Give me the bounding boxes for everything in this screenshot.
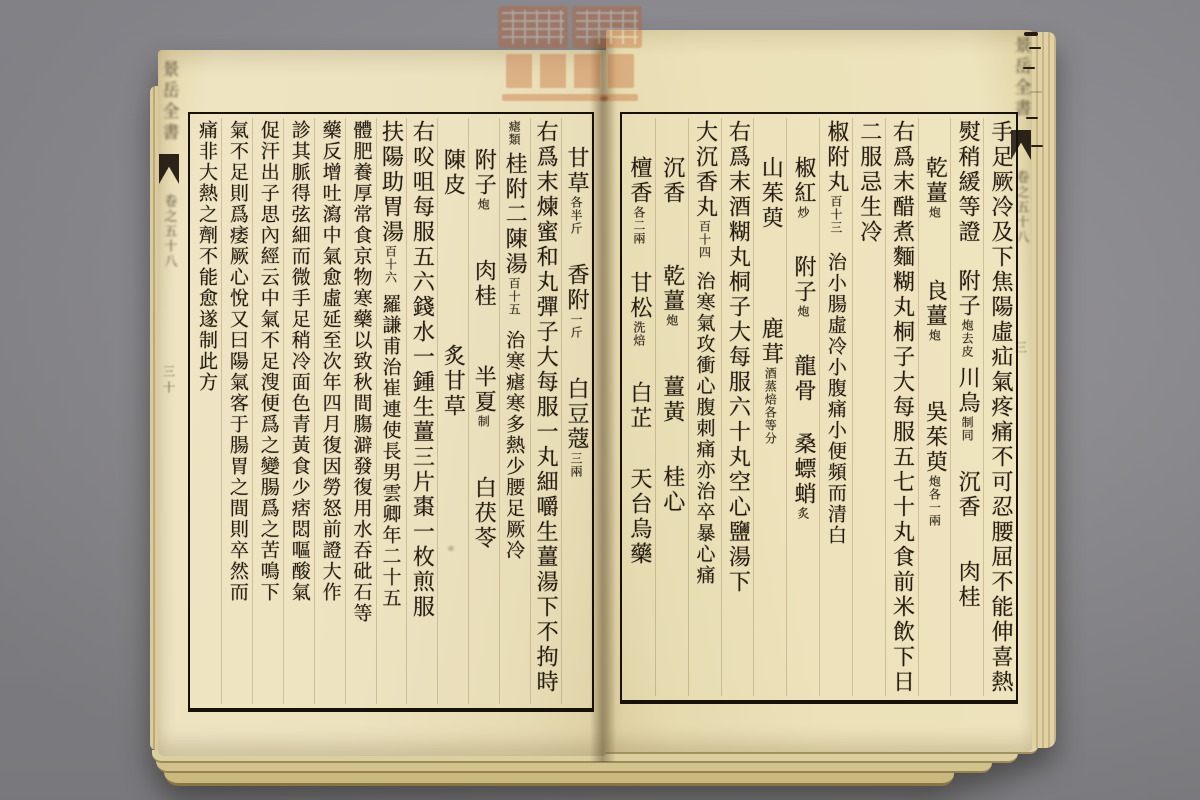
watermark-seal-grid	[502, 10, 564, 44]
text-run: 甘草	[564, 146, 589, 196]
text-run: 炒	[796, 206, 811, 219]
text-column	[655, 118, 688, 696]
text-run: 川烏	[955, 366, 981, 416]
text-run: 山茱萸	[758, 156, 784, 231]
text-run: 椒紅	[791, 156, 817, 206]
text-run: 百十四	[697, 220, 712, 259]
text-column	[468, 118, 499, 704]
text-run: 薑黃	[659, 375, 685, 425]
text-run: 治小腸虛冷小腹痛小便頻而清白	[824, 252, 847, 546]
text-column	[561, 118, 592, 704]
text-run: 炮	[927, 329, 942, 342]
text-run: 肉桂	[471, 259, 497, 309]
text-run: 羅謙甫治崔連使長男雲卿年二十五	[379, 294, 402, 609]
text-run: 百十三	[828, 195, 843, 234]
fishtail-mark-icon	[159, 154, 179, 184]
ink-smudge	[448, 546, 454, 551]
text-run: 桂附二陳湯	[502, 152, 528, 277]
text-run: 各半斤	[569, 196, 583, 235]
text-column	[819, 118, 852, 696]
text-run: 甘松	[626, 271, 652, 321]
text-run: 炮	[664, 314, 679, 327]
text-run: 良薑	[922, 279, 948, 329]
text-run: 手足厥冷及下焦陽虛疝氣疼痛不可忍腰屈不能伸喜熱	[988, 120, 1013, 695]
text-run: 診其脈得弦細而微手足稍冷面色青黃食少痞悶嘔酸氣	[288, 120, 311, 603]
text-run: 肉桂	[955, 560, 981, 610]
text-run: 一斤	[569, 313, 583, 339]
text-column	[852, 118, 885, 696]
text-column	[983, 118, 1016, 696]
text-run: 酒蒸焙各等分	[763, 367, 778, 445]
text-column	[885, 118, 918, 696]
text-run: 右㕮咀每服五六錢水一鍾生薑三片棗一枚煎服	[409, 120, 435, 620]
text-column	[786, 118, 819, 696]
text-run: 氣不足則爲痿厥心悅又曰陽氣客于腸胃之間則卒然而	[226, 120, 249, 603]
text-run: 瘧類	[507, 120, 522, 146]
text-run: 沉香	[955, 470, 981, 520]
text-run: 附子	[791, 255, 817, 305]
text-run: 白茯苓	[471, 476, 497, 551]
text-run: 沉香	[659, 156, 685, 206]
text-column	[345, 118, 376, 704]
book-title-fold: 景岳全書	[158, 60, 179, 144]
left-fold-strip	[154, 60, 184, 700]
text-block-right	[620, 112, 1018, 704]
text-run: 桑螵蛸	[791, 432, 817, 507]
text-column	[530, 118, 561, 704]
text-run: 百十六	[383, 245, 398, 284]
text-column	[221, 118, 252, 704]
watermark-stamp	[492, 6, 648, 102]
text-column	[622, 118, 655, 696]
text-column	[721, 118, 754, 696]
text-run: 洗焙	[631, 321, 646, 347]
watermark-seal	[572, 6, 642, 48]
text-run: 百十五	[507, 277, 522, 316]
text-column	[499, 118, 530, 704]
volume-label: 卷之五十八	[161, 194, 177, 269]
text-column	[376, 118, 407, 704]
text-column	[252, 118, 283, 704]
book	[148, 26, 1060, 778]
text-column	[283, 118, 314, 704]
text-column	[688, 118, 721, 696]
text-run: 三兩	[569, 452, 583, 478]
text-column	[314, 118, 345, 704]
folio-number: 三十	[161, 365, 176, 397]
text-column	[950, 118, 983, 696]
volume-label: 卷之五十八	[1013, 170, 1029, 245]
text-run: 白芷	[626, 381, 652, 431]
text-run: 治寒瘧寒多熱少腰足厥冷	[503, 330, 526, 561]
text-run: 天台烏藥	[626, 467, 652, 567]
watermark-glyphs	[506, 54, 634, 88]
folio-number: 三	[1013, 341, 1028, 357]
text-run: 椒附丸	[823, 120, 849, 195]
text-column	[918, 118, 951, 696]
text-run: 炮去皮	[960, 319, 975, 358]
text-run: 各二兩	[631, 206, 646, 245]
text-run: 龍骨	[791, 354, 817, 404]
text-column	[190, 118, 221, 704]
text-run: 右爲末酒糊丸桐子大每服六十丸空心鹽湯下	[725, 120, 751, 595]
text-column	[406, 118, 437, 704]
text-run: 附子	[471, 148, 497, 198]
text-block-left	[188, 112, 594, 712]
text-run: 檀香	[626, 156, 652, 206]
text-run: 制	[476, 415, 491, 428]
text-run: 右爲末煉蜜和丸彈子大每服一丸細嚼生薑湯下不拘時	[533, 120, 559, 695]
text-column	[753, 118, 786, 696]
text-run: 熨稍緩等證	[955, 120, 981, 245]
text-run: 炮	[927, 206, 942, 219]
text-run: 體肥養厚常食京物寒藥以致秋間膓澼發復用水吞砒石等	[350, 120, 373, 624]
text-run: 附子	[955, 269, 981, 319]
text-run: 扶陽助胃湯	[378, 120, 404, 245]
text-run: 炙甘草	[440, 344, 466, 419]
text-run: 炮	[796, 305, 811, 318]
text-column	[437, 118, 468, 704]
text-run: 乾薑	[922, 156, 948, 206]
text-run: 痛非大熱之劑不能愈遂制此方	[195, 120, 218, 393]
text-run: 鹿茸	[758, 317, 784, 367]
text-run: 藥反增吐瀉中氣愈虛延至次年四月復因勞怒前證大作	[319, 120, 342, 603]
text-run: 制同	[960, 416, 975, 442]
text-run: 乾薑	[659, 264, 685, 314]
watermark-seal	[498, 6, 568, 48]
text-run: 半夏	[471, 365, 497, 415]
watermark-seal-grid	[576, 10, 638, 44]
watermark-caption	[502, 94, 638, 101]
text-run: 炮	[476, 198, 491, 211]
text-run: 治寒氣攻衝心腹刺痛亦治卒暴心痛	[693, 271, 716, 586]
text-run: 香附	[564, 263, 589, 313]
text-run: 陳皮	[440, 148, 466, 198]
text-run: 炙	[796, 507, 811, 520]
text-run: 二服忌生冷	[856, 120, 882, 245]
book-title-fold: 景岳全書	[1010, 36, 1031, 120]
text-run: 炮各一兩	[927, 475, 942, 527]
text-run: 促汗出子思內經云中氣不足溲便爲之變腸爲之苦鳴下	[257, 120, 280, 603]
text-run: 白豆蔻	[564, 377, 589, 452]
text-run: 吳茱萸	[922, 400, 948, 475]
text-run: 桂心	[659, 465, 685, 515]
text-run: 右爲末醋煮麵糊丸桐子大每服五七十丸食前米飲下日	[889, 120, 915, 695]
text-run: 大沉香丸	[692, 120, 718, 220]
